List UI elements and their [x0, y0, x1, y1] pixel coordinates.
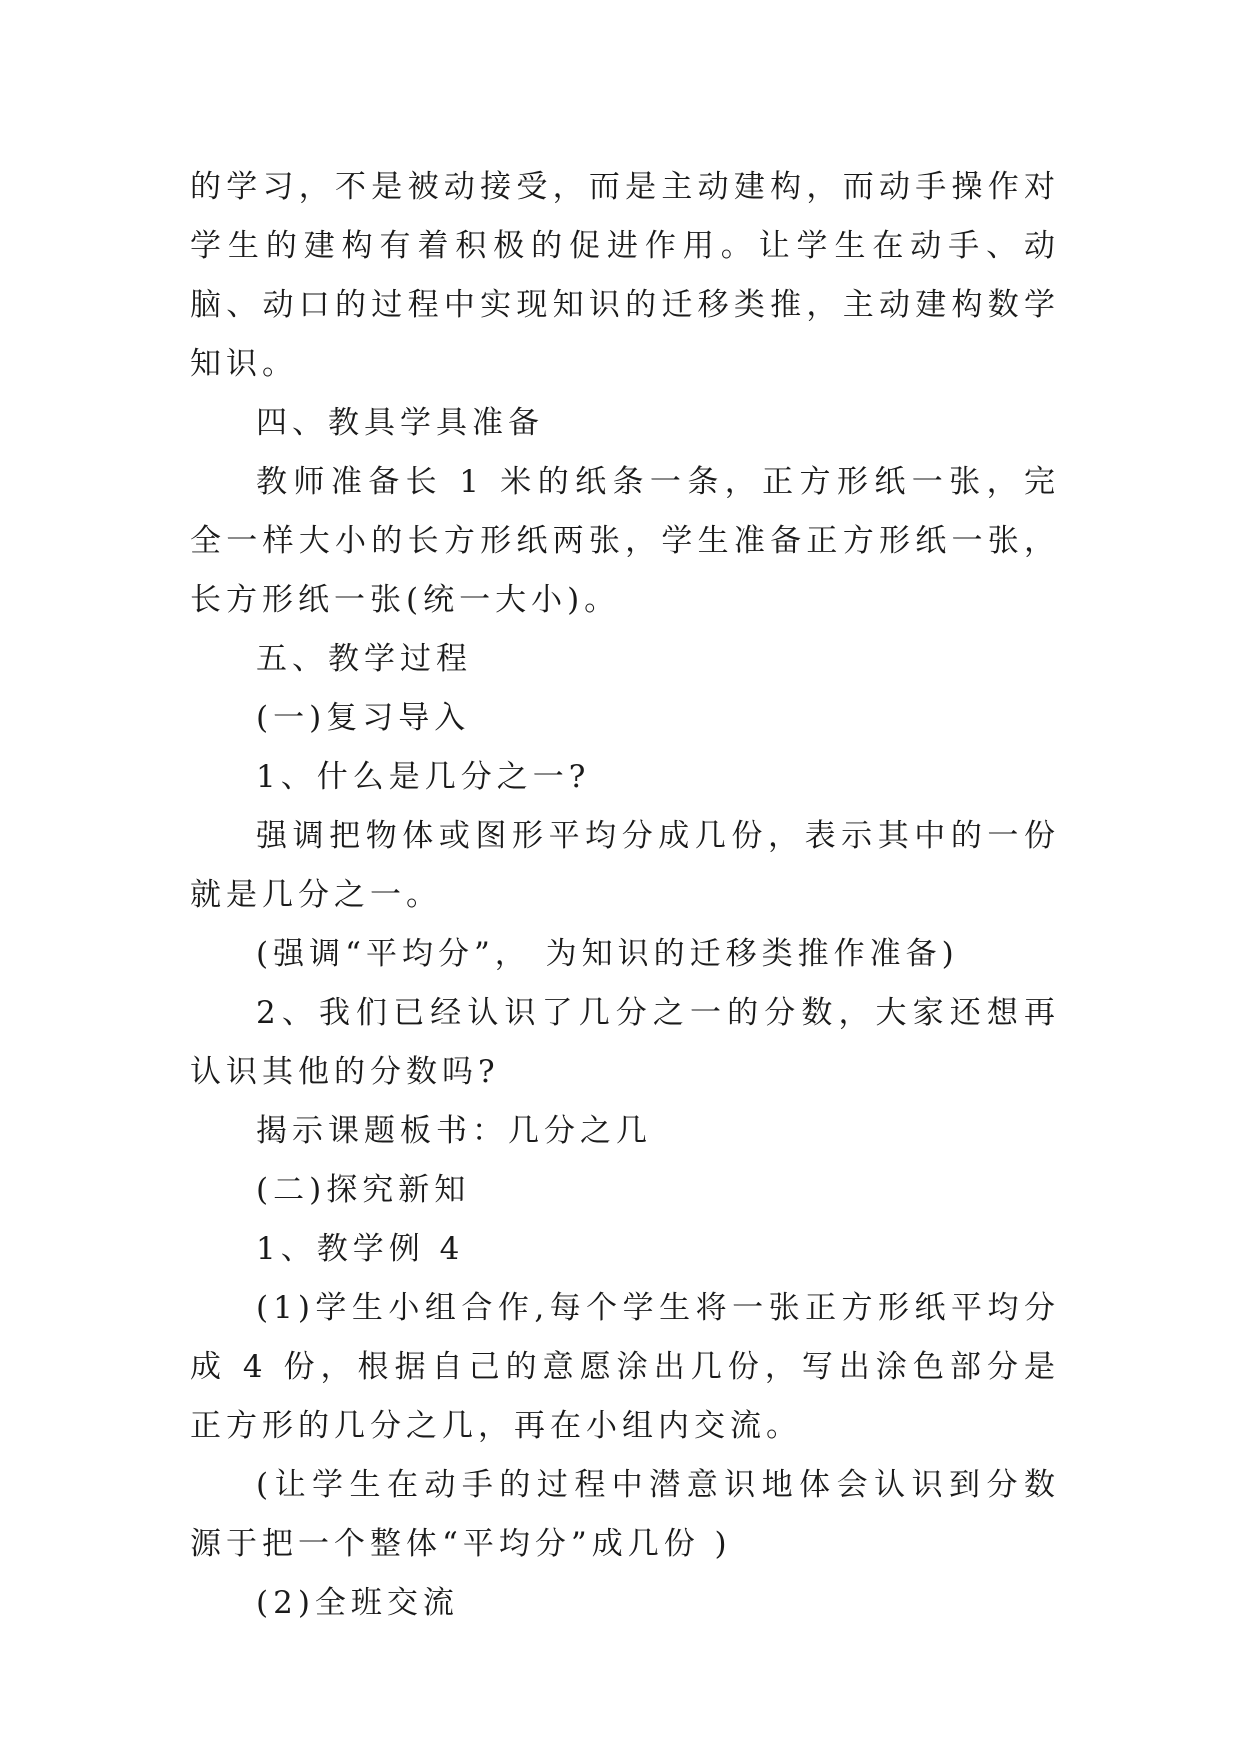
paragraph-materials: 教师准备长 1 米的纸条一条，正方形纸一张，完全一样大小的长方形纸两张，学生准备正方形纸一张，长方形纸一张(统一大小)。	[190, 464, 1060, 618]
paragraph-group-work: (1)学生小组合作,每个学生将一张正方形纸平均分成 4 份，根据自己的意愿涂出几份，写出涂色部分是正方形的几分之几，再在小组内交流。	[190, 1290, 1060, 1444]
list-item-question-2: 2、我们已经认识了几分之一的分数，大家还想再认识其他的分数吗?	[190, 995, 1060, 1090]
paragraph-class-exchange: (2)全班交流	[256, 1585, 459, 1621]
section-heading-teaching-aids: 四、教具学具准备	[256, 405, 544, 441]
list-item-example-4: 1、教学例 4	[256, 1231, 465, 1267]
paragraph-continuation: 的学习，不是被动接受，而是主动建构，而动手操作对学生的建构有着积极的促进作用。让学生在动手、动脑、动口的过程中实现知识的迁移类推，主动建构数学知识。	[190, 169, 1060, 382]
subheading-explore: (二)探究新知	[256, 1172, 471, 1208]
section-heading-teaching-process: 五、教学过程	[256, 641, 472, 677]
paragraph-note-subconscious: (让学生在动手的过程中潜意识地体会认识到分数源于把一个整体“平均分”成几份 )	[190, 1467, 1060, 1562]
list-item-question-1: 1、什么是几分之一?	[256, 759, 591, 795]
document-body	[190, 158, 1060, 1633]
subheading-review: (一)复习导入	[256, 700, 471, 736]
paragraph-note-average: (强调“平均分”， 为知识的迁移类推作准备)	[256, 936, 959, 972]
paragraph-topic-reveal: 揭示课题板书：几分之几	[256, 1113, 652, 1149]
paragraph-emphasis: 强调把物体或图形平均分成几份，表示其中的一份就是几分之一。	[190, 818, 1060, 913]
